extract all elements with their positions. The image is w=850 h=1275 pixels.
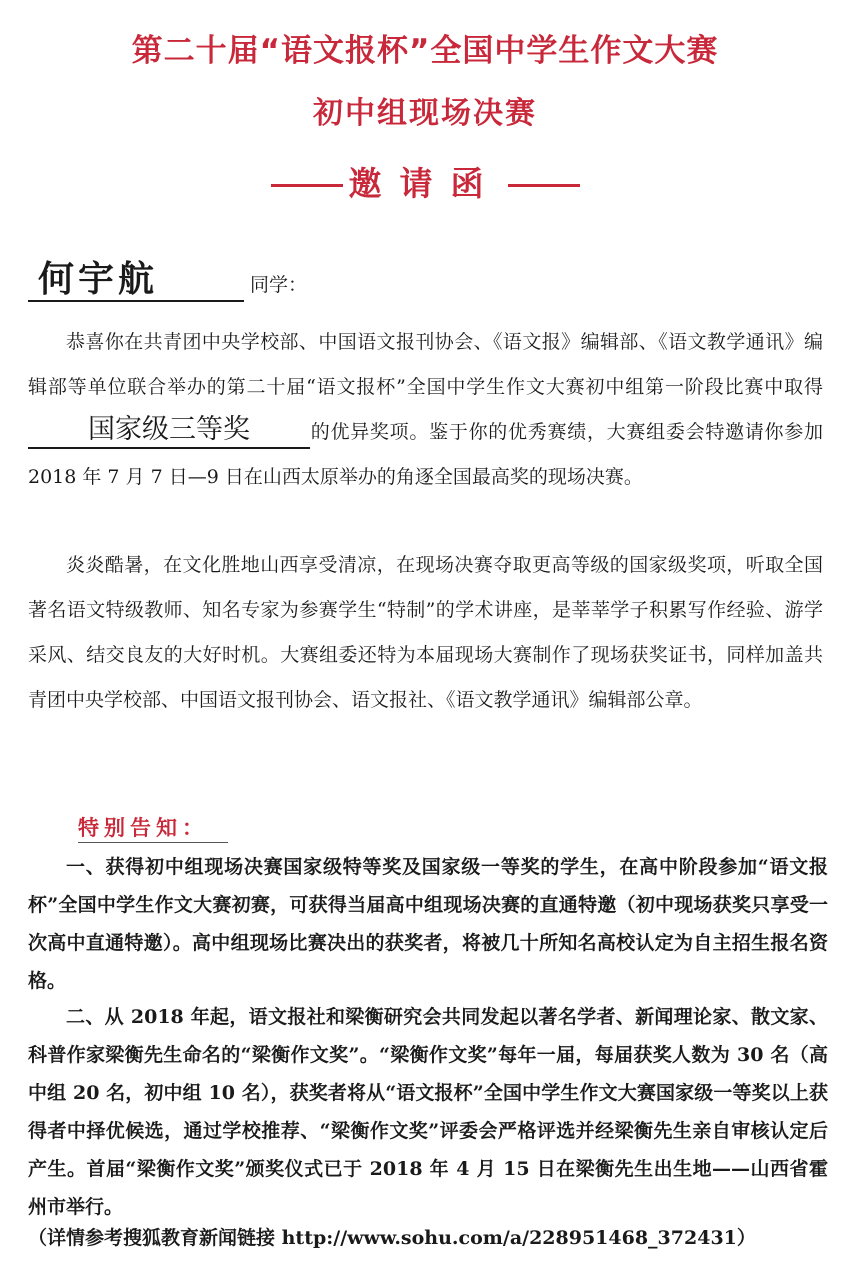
notice-item-2: 二、从 2018 年起，语文报社和梁衡研究会共同发起以著名学者、新闻理论家、散文家、科普作家梁衡先生命名的“梁衡作文奖”。“梁衡作文奖”每年一届，每届获奖人数为 30 名（高中组 20 名，初中组 10 名），获奖者将从“语文报杯”全国中学生作文大赛国家级一等奖以上获得者中择优候选，通过学校推荐、“梁衡作文奖”评委会严格评选并经梁衡先生亲自审核认定后产生。首届“梁衡作文奖”颁奖仪式已于 2018 年 4 月 15 日在梁衡先生出生地——山西省霍州市举行。 bbox=[28, 1006, 828, 1218]
notice-heading: 特别告知： bbox=[78, 812, 228, 843]
salutation-suffix: 同学： bbox=[250, 274, 308, 296]
student-name: 何宇航 bbox=[28, 258, 244, 302]
paragraph-1-before: 恭喜你在共青团中央学校部、中国语文报刊协会、《语文报》编辑部、《语文教学通讯》编辑部等单位联合举办的第二十届“语文报杯”全国中学生作文大赛初中组第一阶段比赛中取得 bbox=[28, 331, 823, 398]
title-line-1: 第二十届“语文报杯”全国中学生作文大赛 bbox=[131, 33, 719, 69]
paragraph-1-after: 的优异奖项。鉴于你的优秀赛绩，大赛组委会特邀请你参加 2018 年 7 月 7 日—9 日在山西太原举办的角逐全国最高奖的现场决赛。 bbox=[28, 421, 823, 488]
paragraph-1 bbox=[28, 320, 823, 500]
notice-item-1: 一、获得初中组现场决赛国家级特等奖及国家级一等奖的学生，在高中阶段参加“语文报杯”全国中学生作文大赛初赛，可获得当届高中组现场决赛的直通特邀（初中现场获奖只享受一次高中直通特邀）。高中组现场比赛决出的获奖者，将被几十所知名高校认定为自主招生报名资格。 bbox=[28, 856, 828, 992]
salutation bbox=[28, 258, 307, 304]
invitation-heading bbox=[0, 158, 850, 205]
paragraph-2: 炎炎酷暑，在文化胜地山西享受清凉，在现场决赛夺取更高等级的国家级奖项，听取全国著名语文特级教师、知名专家为参赛学生“特制”的学术讲座，是莘莘学子积累写作经验、游学采风、结交良友的大好时机。大赛组委还特为本届现场大赛制作了现场获奖证书，同样加盖共青团中央学校部、中国语文报刊协会、语文报社、《语文教学通讯》编辑部公章。 bbox=[28, 554, 823, 711]
reference-link: （详情参考搜狐教育新闻链接 http://www.sohu.com/a/228951468_372431） bbox=[28, 1227, 756, 1249]
invitation-title: 邀请函 bbox=[348, 164, 502, 203]
right-dash bbox=[508, 184, 580, 187]
award-level: 国家级三等奖 bbox=[28, 413, 310, 449]
left-dash bbox=[271, 184, 343, 187]
title-line-2: 初中组现场决赛 bbox=[313, 96, 537, 131]
